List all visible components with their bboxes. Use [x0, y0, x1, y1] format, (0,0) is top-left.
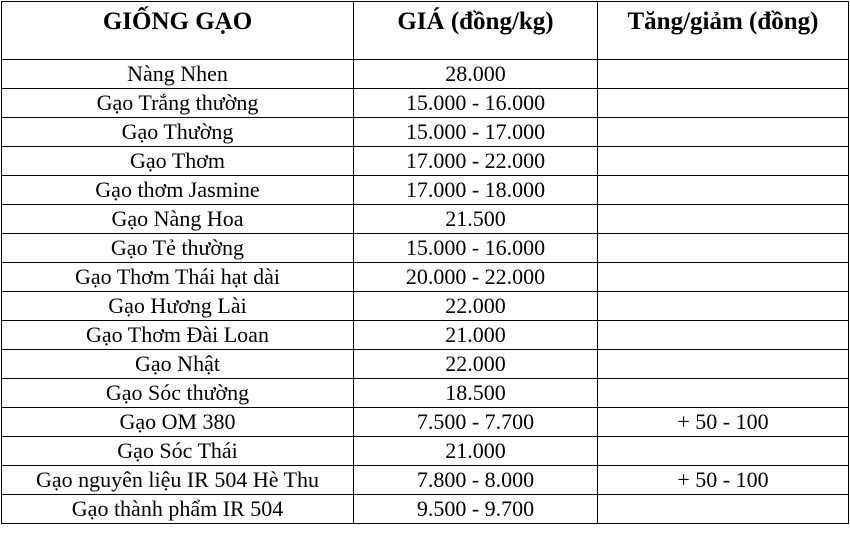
table-row	[2, 350, 849, 379]
cell-change	[598, 60, 849, 89]
table-row	[2, 89, 849, 118]
table-row	[2, 437, 849, 466]
cell-variety: Gạo Thơm Thái hạt dài	[2, 263, 354, 292]
cell-variety: Gạo Thơm Đài Loan	[2, 321, 354, 350]
header-variety: GIỐNG GẠO	[2, 2, 354, 60]
cell-variety: Gạo Nhật	[2, 350, 354, 379]
rice-price-table	[1, 1, 849, 524]
table-row	[2, 60, 849, 89]
cell-price: 28.000	[354, 60, 598, 89]
cell-variety: Gạo OM 380	[2, 408, 354, 437]
cell-change	[598, 234, 849, 263]
cell-price: 22.000	[354, 292, 598, 321]
cell-change	[598, 350, 849, 379]
header-change: Tăng/giảm (đồng)	[598, 2, 849, 60]
table-row	[2, 234, 849, 263]
cell-change	[598, 321, 849, 350]
table-row	[2, 292, 849, 321]
cell-price: 15.000 - 16.000	[354, 89, 598, 118]
cell-price: 21.000	[354, 321, 598, 350]
table-row	[2, 263, 849, 292]
cell-change	[598, 437, 849, 466]
table-row	[2, 379, 849, 408]
table-row	[2, 408, 849, 437]
cell-variety: Gạo Sóc Thái	[2, 437, 354, 466]
cell-price: 7.500 - 7.700	[354, 408, 598, 437]
cell-price: 22.000	[354, 350, 598, 379]
cell-price: 9.500 - 9.700	[354, 495, 598, 524]
cell-change	[598, 292, 849, 321]
cell-variety: Gạo Tẻ thường	[2, 234, 354, 263]
cell-change	[598, 379, 849, 408]
table-row	[2, 466, 849, 495]
cell-price: 15.000 - 17.000	[354, 118, 598, 147]
table-row	[2, 147, 849, 176]
cell-price: 21.500	[354, 205, 598, 234]
cell-variety: Gạo Trắng thường	[2, 89, 354, 118]
cell-price: 18.500	[354, 379, 598, 408]
cell-price: 15.000 - 16.000	[354, 234, 598, 263]
cell-price: 7.800 - 8.000	[354, 466, 598, 495]
cell-variety: Gạo Thơm	[2, 147, 354, 176]
cell-variety: Nàng Nhen	[2, 60, 354, 89]
table-header	[2, 2, 849, 60]
cell-change	[598, 495, 849, 524]
cell-variety: Gạo Sóc thường	[2, 379, 354, 408]
cell-price: 20.000 - 22.000	[354, 263, 598, 292]
table-row	[2, 205, 849, 234]
header-price: GIÁ (đồng/kg)	[354, 2, 598, 60]
cell-change	[598, 147, 849, 176]
table-body	[2, 60, 849, 524]
cell-change	[598, 205, 849, 234]
cell-variety: Gạo thơm Jasmine	[2, 176, 354, 205]
cell-price: 17.000 - 18.000	[354, 176, 598, 205]
cell-change	[598, 89, 849, 118]
cell-price: 17.000 - 22.000	[354, 147, 598, 176]
cell-variety: Gạo Thường	[2, 118, 354, 147]
cell-change: + 50 - 100	[598, 466, 849, 495]
cell-change	[598, 263, 849, 292]
cell-change	[598, 176, 849, 205]
cell-variety: Gạo nguyên liệu IR 504 Hè Thu	[2, 466, 354, 495]
cell-variety: Gạo thành phẩm IR 504	[2, 495, 354, 524]
table-row	[2, 176, 849, 205]
cell-price: 21.000	[354, 437, 598, 466]
cell-change	[598, 118, 849, 147]
table-row	[2, 321, 849, 350]
cell-variety: Gạo Hương Lài	[2, 292, 354, 321]
cell-variety: Gạo Nàng Hoa	[2, 205, 354, 234]
header-row	[2, 2, 849, 60]
table-row	[2, 495, 849, 524]
cell-change: + 50 - 100	[598, 408, 849, 437]
table-row	[2, 118, 849, 147]
